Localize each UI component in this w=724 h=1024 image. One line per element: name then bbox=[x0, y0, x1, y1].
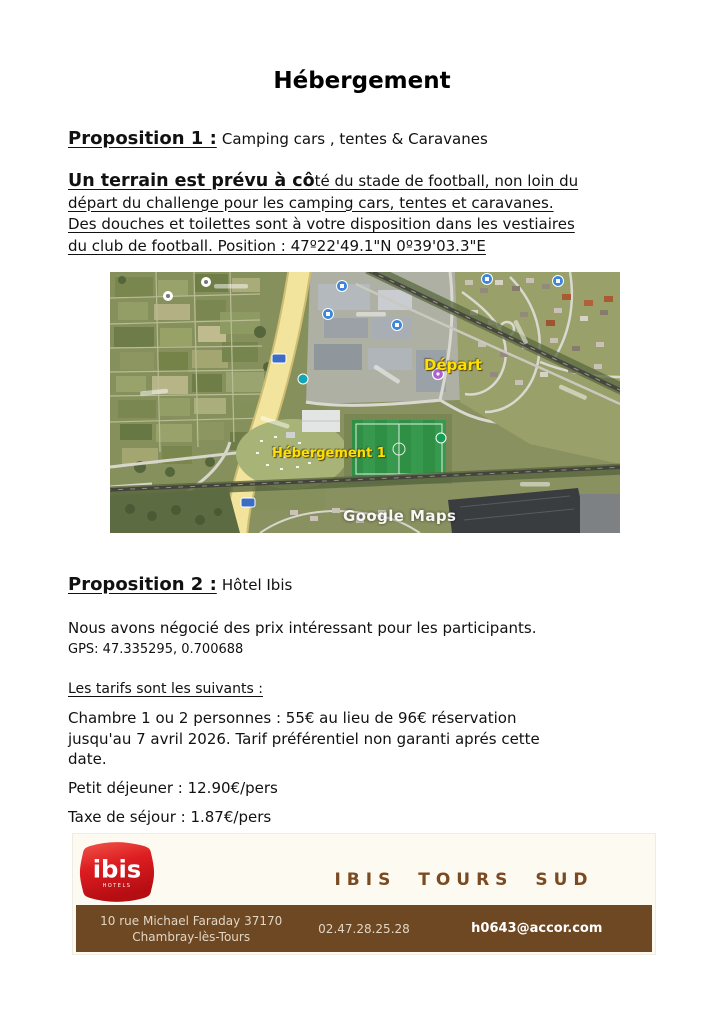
road-shield-icon bbox=[241, 498, 255, 507]
teal-pin-icon bbox=[298, 374, 308, 384]
satellite-map-graphic bbox=[110, 272, 620, 533]
satellite-map-image bbox=[110, 272, 620, 533]
terrain-line-2: départ du challenge pour les camping cars, tentes et caravanes. bbox=[68, 193, 554, 212]
negotiated-prices-text: Nous avons négocié des prix intéressant pour les participants. bbox=[68, 619, 537, 637]
green-pin-icon bbox=[436, 433, 446, 443]
proposition-2-subtitle: Hôtel Ibis bbox=[221, 576, 293, 594]
hotel-address-line-1: 10 rue Michael Faraday 37170 bbox=[100, 913, 283, 928]
proposition-1-line bbox=[68, 128, 488, 149]
gps-coordinates-text: GPS: 47.335295, 0.700688 bbox=[68, 642, 244, 657]
room-tariff-line-3: date. bbox=[68, 750, 107, 769]
hotel-phone: 02.47.28.25.28 bbox=[318, 921, 410, 936]
terrain-line-1-bold: Un terrain est prévu à cô bbox=[68, 171, 315, 191]
map-depart-label: Départ bbox=[424, 356, 483, 374]
terrain-line-1-rest: té du stade de football, non loin du bbox=[314, 172, 579, 190]
hotel-address bbox=[76, 913, 306, 945]
ibis-logo-icon bbox=[79, 840, 155, 904]
road-shield-icon bbox=[272, 354, 286, 363]
hotel-address-line-2: Chambray-lès-Tours bbox=[132, 929, 251, 944]
hotel-name: IBIS TOURS SUD bbox=[334, 870, 594, 890]
terrain-line-4: du club de football. Position : 47º22'49.1"N 0º39'03.3"E bbox=[68, 236, 486, 255]
google-maps-watermark: Google Maps bbox=[343, 507, 457, 525]
room-tariff-line-2: jusqu'au 7 avril 2026. Tarif préférentiel non garanti aprés cette bbox=[68, 729, 540, 748]
ibis-logo-subtext: HOTELS bbox=[102, 883, 132, 890]
terrain-line-1 bbox=[68, 171, 668, 193]
tariffs-heading: Les tarifs sont les suivants : bbox=[68, 681, 263, 697]
proposition-1-heading: Proposition 1 : bbox=[68, 128, 217, 149]
proposition-1-subtitle: Camping cars , tentes & Caravanes bbox=[221, 130, 488, 148]
map-hebergement-label: Hébergement 1 bbox=[272, 446, 386, 461]
proposition-2-heading: Proposition 2 : bbox=[68, 574, 217, 595]
ibis-hotel-banner bbox=[72, 833, 656, 955]
contact-bar bbox=[76, 905, 652, 952]
page-title: Hébergement bbox=[273, 68, 451, 94]
tourist-tax-text: Taxe de séjour : 1.87€/pers bbox=[68, 808, 272, 826]
proposition-2-line bbox=[68, 574, 292, 595]
breakfast-tariff-text: Petit déjeuner : 12.90€/pers bbox=[68, 779, 278, 797]
terrain-paragraph bbox=[68, 171, 668, 257]
ibis-logo-word: ibis bbox=[92, 854, 142, 884]
room-tariff-paragraph bbox=[68, 708, 540, 770]
terrain-line-3: Des douches et toilettes sont à votre disposition dans les vestiaires bbox=[68, 215, 575, 234]
room-tariff-line-1: Chambre 1 ou 2 personnes : 55€ au lieu de 96€ réservation bbox=[68, 709, 517, 727]
hotel-email: h0643@accor.com bbox=[471, 921, 603, 936]
